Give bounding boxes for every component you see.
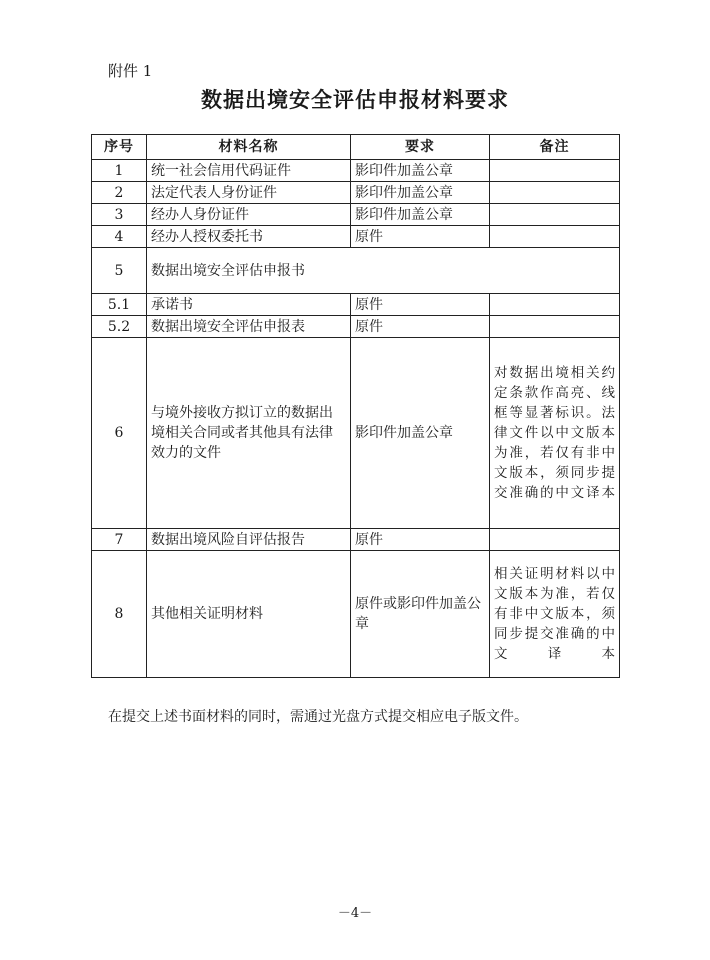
row-num: 1 [92, 160, 147, 182]
row-name: 与境外接收方拟订立的数据出境相关合同或者其他具有法律效力的文件 [147, 338, 351, 529]
row-name: 经办人授权委托书 [147, 226, 351, 248]
table-row [92, 316, 620, 338]
row-requirement: 影印件加盖公章 [351, 204, 490, 226]
footer-note: 在提交上述书面材料的同时，需通过光盘方式提交相应电子版文件。 [108, 709, 528, 725]
header-name: 材料名称 [147, 135, 351, 160]
row-num: 5 [92, 248, 147, 294]
row-num: 8 [92, 551, 147, 678]
row-requirement: 影印件加盖公章 [351, 160, 490, 182]
page-number: －4－ [337, 906, 373, 921]
row-name: 数据出境安全评估申报表 [147, 316, 351, 338]
row-name: 其他相关证明材料 [147, 551, 351, 678]
row-requirement: 原件 [351, 294, 490, 316]
row-requirement: 影印件加盖公章 [351, 182, 490, 204]
row-num: 4 [92, 226, 147, 248]
row-note: 对数据出境相关约定条款作高亮、线框等显著标识。法律文件以中文版本为准，若仅有非中文版本，须同步提交准确的中文译本 [490, 338, 620, 529]
table-row [92, 529, 620, 551]
row-name: 承诺书 [147, 294, 351, 316]
attachment-label: 附件 1 [108, 62, 153, 80]
row-requirement: 原件 [351, 316, 490, 338]
row-note [490, 204, 620, 226]
row-num: 6 [92, 338, 147, 529]
header-requirement: 要求 [351, 135, 490, 160]
table-row [92, 204, 620, 226]
row-note [490, 160, 620, 182]
table-row [92, 226, 620, 248]
row-name: 法定代表人身份证件 [147, 182, 351, 204]
table-row [92, 338, 620, 529]
table-row [92, 551, 620, 678]
materials-table [91, 134, 620, 678]
row-name: 数据出境安全评估申报书 [147, 248, 620, 294]
row-num: 2 [92, 182, 147, 204]
row-note [490, 316, 620, 338]
row-note [490, 294, 620, 316]
row-requirement: 影印件加盖公章 [351, 338, 490, 529]
row-name: 统一社会信用代码证件 [147, 160, 351, 182]
row-num: 7 [92, 529, 147, 551]
header-num: 序号 [92, 135, 147, 160]
row-note: 相关证明材料以中文版本为准，若仅有非中文版本，须同步提交准确的中文译本 [490, 551, 620, 678]
document-title: 数据出境安全评估申报材料要求 [201, 87, 509, 112]
table-row [92, 182, 620, 204]
table-row [92, 160, 620, 182]
row-note [490, 529, 620, 551]
row-requirement: 原件 [351, 226, 490, 248]
row-requirement: 原件或影印件加盖公章 [351, 551, 490, 678]
row-requirement: 原件 [351, 529, 490, 551]
row-note [490, 226, 620, 248]
row-num: 5.1 [92, 294, 147, 316]
table-row [92, 248, 620, 294]
row-note [490, 182, 620, 204]
row-num: 5.2 [92, 316, 147, 338]
row-num: 3 [92, 204, 147, 226]
row-name: 经办人身份证件 [147, 204, 351, 226]
header-note: 备注 [490, 135, 620, 160]
row-name: 数据出境风险自评估报告 [147, 529, 351, 551]
table-header-row [92, 135, 620, 160]
table-row [92, 294, 620, 316]
